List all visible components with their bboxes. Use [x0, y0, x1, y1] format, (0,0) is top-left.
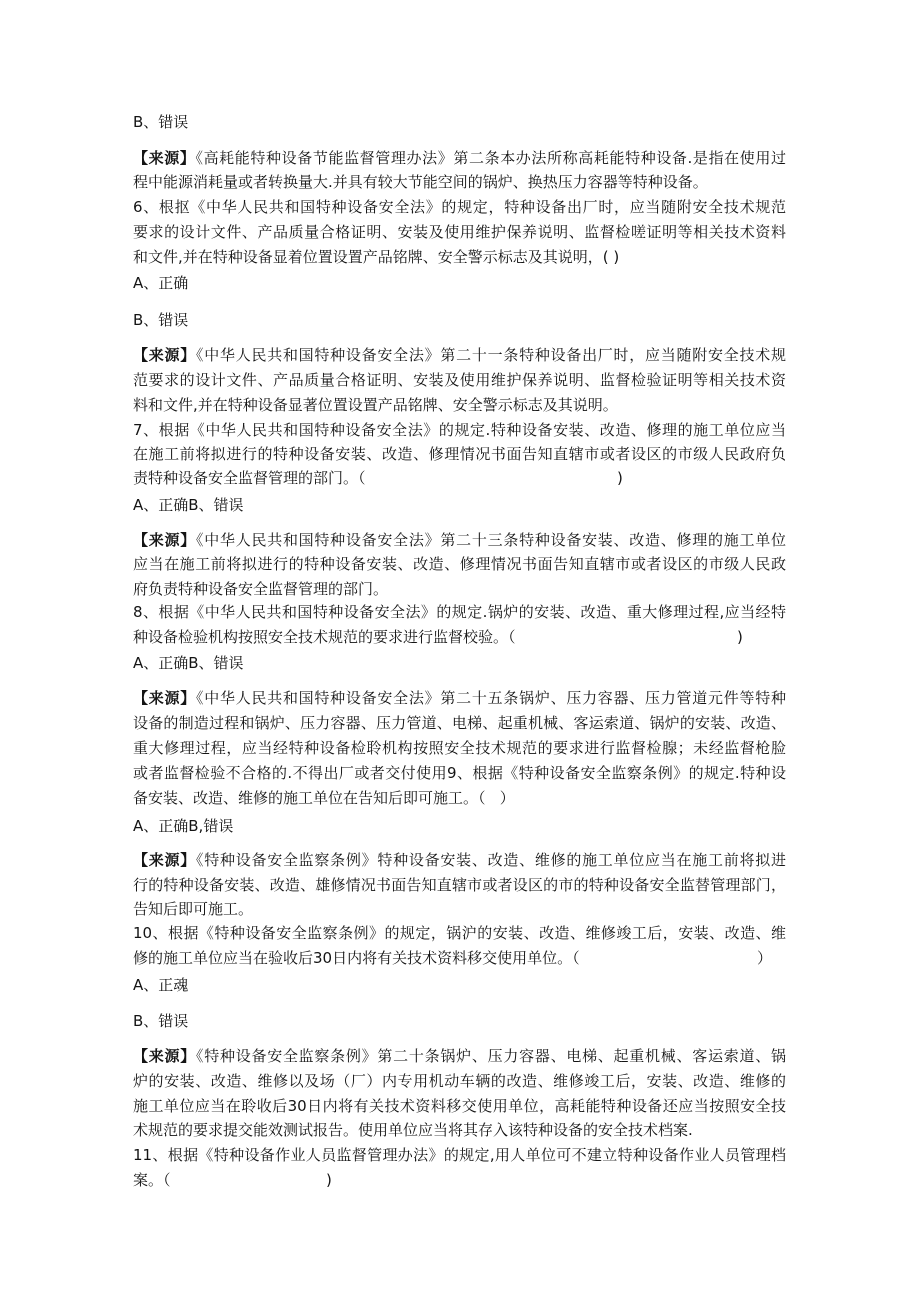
question-line: 和文件,并在特种设备显着位置设置产品铭牌、安全警示标志及其说明，( ) [133, 248, 620, 266]
option-b: B、错误 [133, 1012, 189, 1030]
source-text: 《高耗能特种设备节能监督管理办法》第二条本办法所称高耗能特种设备.是指在使用过 [195, 149, 786, 167]
source-line [133, 848, 786, 872]
question-line: 10、根据《特种设备安全监察条例》的规定，锅沪的安装、改造、维修竣工后，安装、改造、维 [133, 924, 786, 942]
question-line: 备安装、改造、维修的施工单位在告知后即可施工。（ ） [133, 789, 515, 807]
question-text: 案。（ [133, 1171, 171, 1189]
answer-blank-close: ) [617, 469, 623, 487]
question-line [133, 466, 786, 490]
answer-blank-close: ) [326, 1171, 332, 1189]
source-line [133, 528, 786, 552]
question-text: 修的施工单位应当在验收后30日内将有关技术资料移交使用单位。（ [133, 949, 580, 967]
source-line: 施工单位应当在聆收后30日内将有关技术资料移交使用单位，高耗能特种设备还应当按照安全技 [133, 1097, 786, 1115]
options-line: A、正确B,错误 [133, 817, 234, 835]
source-line: 炉的安装、改造、维修以及场（厂）内专用机动车辆的改造、维修竣工后，安装、改造、维修的 [133, 1072, 786, 1090]
source-text: 《中华人民共和国特种设备安全法》第二十一条特种设备出厂时，应当随附安全技术规 [195, 346, 786, 364]
source-text: 《中华人民共和国特种设备安全法》第二十五条锅炉、压力容器、压力管道元件等特种 [195, 689, 786, 707]
question-text: 种设备检验机构按照安全技术规范的要求进行监督校验。（ [133, 628, 516, 646]
source-line [133, 1044, 786, 1068]
source-text: 《特种设备安全监察条例》特种设备安装、改造、维修的施工单位应当在施工前将拟进 [195, 851, 786, 869]
source-line: 府负责特种设备安全监督管理的部门。 [133, 580, 389, 598]
source-line: 术规范的要求提交能效测试报告。使用单位应当将其存入该特种设备的安全技术档案. [133, 1121, 693, 1139]
answer-blank-close: ) [737, 628, 743, 646]
source-line: 料和文件,并在特种设备显著位置设置产品铭牌、安全警示标志及其说明。 [133, 396, 618, 414]
source-line [133, 686, 786, 710]
source-label: 【来源】 [133, 851, 196, 869]
option-a: A、正魂 [133, 976, 189, 994]
source-label: 【来源】 [133, 689, 196, 707]
source-line: 重大修理过程，应当经特种设备检聆机构按照安全技术规范的要求进行监督检腺；未经监督枪脸 [133, 739, 786, 757]
options-line: A、正确B、错误 [133, 654, 244, 672]
source-text: 《中华人民共和国特种设备安全法》第二十三条特种设备安装、改造、修理的施工单位 [195, 531, 786, 549]
source-line: 告知后即可施工。 [133, 900, 254, 918]
option-a: A、正确 [133, 274, 189, 292]
source-line: 设备的制造过程和锅炉、压力容器、压力管道、电梯、起重机械、客运索道、锅炉的安装、改造、 [133, 714, 786, 732]
source-line: 程中能源消耗量或者转换量大.并具有较大节能空间的锅炉、换热压力容器等特种设备。 [133, 173, 708, 191]
source-line: 或者监督检验不合格的.不得出厂或者交付使用9、根据《特种设备安全监察条例》的规定.特种设 [133, 764, 786, 782]
source-text: 《特种设备安全监察条例》第二十条锅炉、压力容器、电梯、起重机械、客运索道、锅 [195, 1047, 786, 1065]
question-line: 6、根抠《中华人民共和国特种设备安全法》的规定，特种设备出厂时，应当随附安全技术规范 [133, 198, 786, 216]
question-line: 在施工前将拟进行的特种设备安装、改造、修理情况书面告知直辖市或者设区的市级人民政府负 [133, 445, 786, 463]
question-line: 8、根据《中华人民共和国特种设备安全法》的规定.锅炉的安装、改造、重大修理过程,应当经特 [133, 603, 786, 621]
question-line: 11、根据《特种设备作业人员监督管理办法》的规定,用人单位可不建立特种设备作业人员管理档 [133, 1146, 786, 1164]
options-line: A、正确B、错误 [133, 496, 244, 514]
source-line [133, 146, 786, 170]
source-label: 【来源】 [133, 346, 196, 364]
source-line: 应当在施工前将拟进行的特种设备安装、改造、修理情况书面告知直辖市或者设区的市级人民政 [133, 555, 786, 573]
question-line [133, 625, 786, 649]
question-line [133, 946, 786, 970]
question-text: 责特种设备安全监督管理的部门。（ [133, 469, 366, 487]
option-b: B、错误 [133, 113, 189, 131]
source-line [133, 343, 786, 367]
source-label: 【来源】 [133, 531, 196, 549]
answer-blank-close: ） [757, 949, 773, 967]
source-label: 【来源】 [133, 1047, 196, 1065]
source-label: 【来源】 [133, 149, 196, 167]
question-line: 要求的设计文件、产品质量合格证明、安装及使用维护保养说明、监督检嗟证明等相关技术资料 [133, 223, 786, 241]
question-line: 7、根据《中华人民共和国特种设备安全法》的规定.特种设备安装、改造、修理的施工单位应当 [133, 421, 786, 439]
option-b: B、错误 [133, 311, 189, 329]
source-line: 范要求的设计文件、产品质量合格证明、安装及使用维护保养说明、监督检验证明等相关技术资 [133, 371, 786, 389]
question-line [133, 1168, 786, 1192]
source-line: 行的特种设备安装、改造、雄修情况书面告知直辖市或者设区的市的特种设备安全监替管理部门， [133, 876, 786, 894]
